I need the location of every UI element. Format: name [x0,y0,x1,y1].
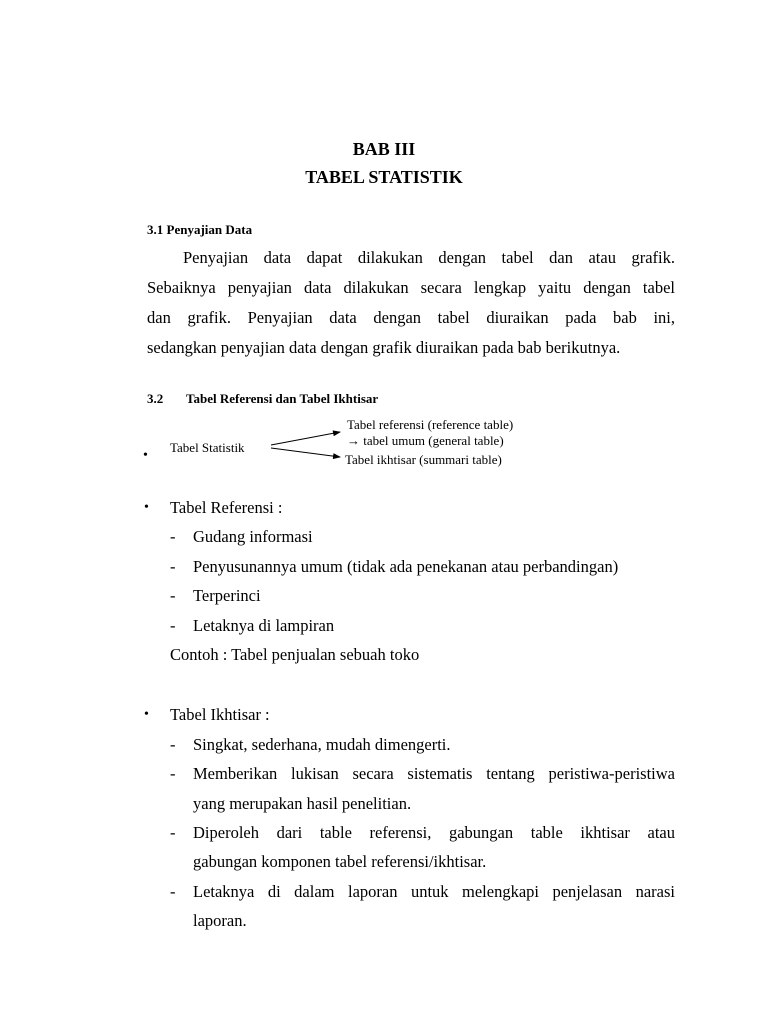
referensi-title: Tabel Referensi : [170,498,283,517]
referensi-example: Contoh : Tabel penjualan sebuah toko [170,645,420,664]
list-item: Singkat, sederhana, mudah dimengerti. [193,735,451,754]
dash: - [170,823,176,842]
paragraph-line: sedangkan penyajian data dengan grafik diuraikan pada bab berikutnya. [147,338,621,357]
list-item: Penyusunannya umum (tidak ada penekanan atau perbandingan) [193,557,619,576]
list-item: Diperoleh dari table referensi, gabungan table ikhtisar atau [193,823,675,842]
diagram-branch-general: → tabel umum (general table) [347,433,504,448]
list-item: Gudang informasi [193,527,313,546]
list-item: Memberikan lukisan secara sistematis tentang peristiwa-peristiwa [193,764,675,783]
dash: - [170,527,176,546]
list-item: Terperinci [193,586,261,605]
bullet-ikhtisar: • [144,707,149,722]
dash: - [170,764,176,783]
dash: - [170,616,176,635]
arrow-to-reference [271,432,340,445]
bullet-referensi: • [144,500,149,515]
list-item: Letaknya di lampiran [193,616,335,635]
arrow-to-summary [271,448,340,457]
dash: - [170,557,176,576]
dash: - [170,882,176,901]
chapter-title: TABEL STATISTIK [305,167,463,187]
diagram-branch-summary: Tabel ikhtisar (summari table) [345,452,502,467]
chapter-number: BAB III [352,139,416,159]
paragraph-line: Penyajian data dapat dilakukan dengan tabel dan atau grafik. [183,248,675,267]
paragraph-line: dan grafik. Penyajian data dengan tabel diuraikan pada bab ini, [147,308,675,327]
diagram-branch-reference: Tabel referensi (reference table) [347,417,514,432]
paragraph-line: Sebaiknya penyajian data dilakukan secara lengkap yaitu dengan tabel [147,278,675,297]
list-item-continuation: gabungan komponen tabel referensi/ikhtisar. [193,852,487,871]
section-heading-3-1: 3.1 Penyajian Data [147,222,253,237]
section-number-3-2: 3.2 [147,391,164,406]
list-item: Letaknya di dalam laporan untuk melengkapi penjelasan narasi [193,882,675,901]
list-item-continuation: yang merupakan hasil penelitian. [193,794,412,813]
list-item-continuation: laporan. [193,911,247,930]
diagram-bullet: • [143,448,148,463]
dash: - [170,735,176,754]
section-title-3-2: Tabel Referensi dan Tabel Ikhtisar [186,391,379,406]
ikhtisar-title: Tabel Ikhtisar : [170,705,270,724]
diagram-source-label: Tabel Statistik [170,440,245,455]
dash: - [170,586,176,605]
